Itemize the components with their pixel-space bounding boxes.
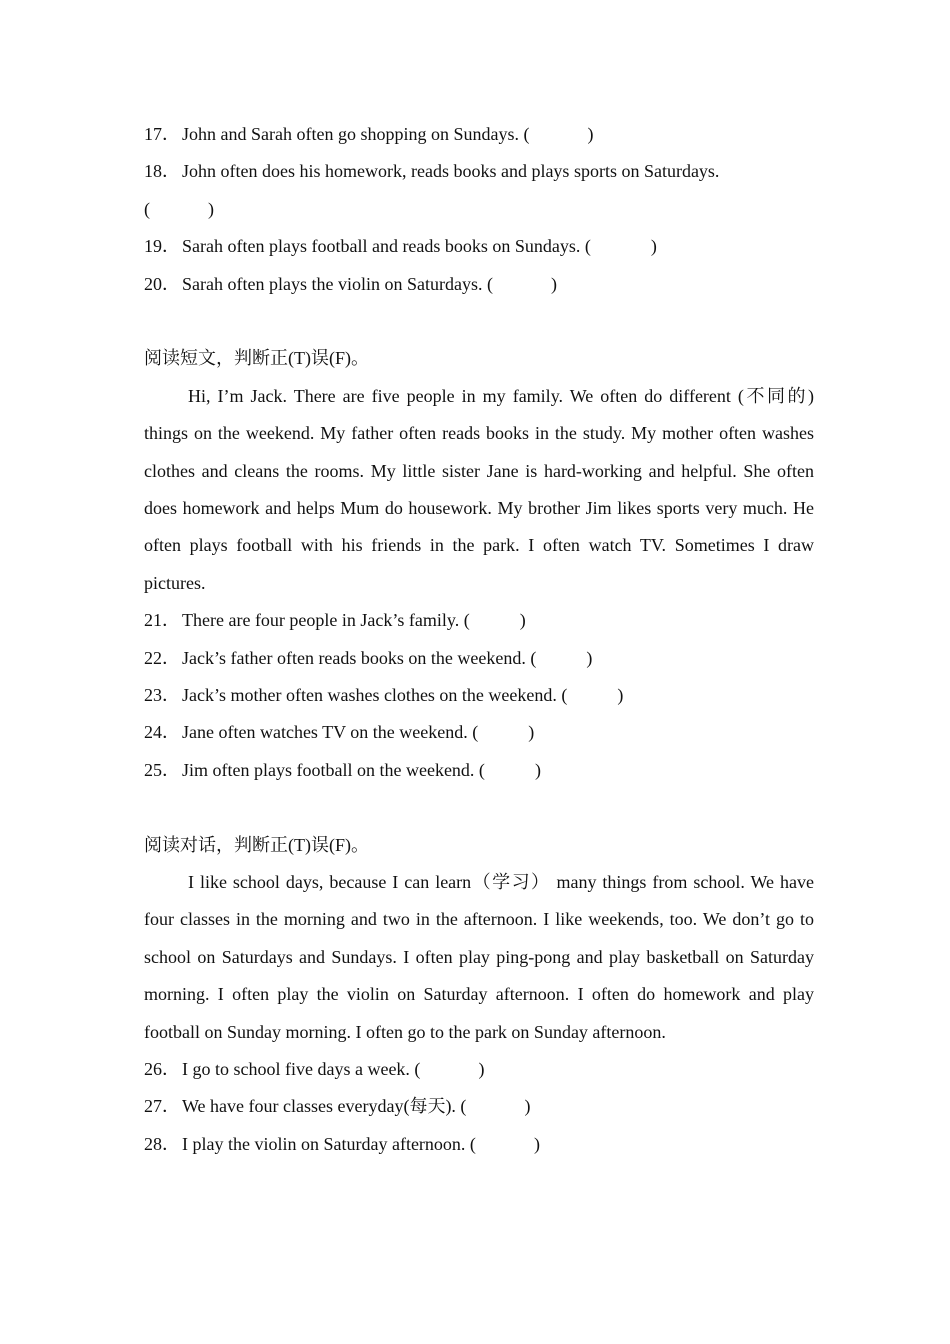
question-close: ) [524, 1096, 531, 1117]
question-18 [144, 153, 814, 190]
question-close: ) [586, 647, 593, 668]
reading-passage: Hi, I’m Jack. There are five people in my family. We often do different (不同的) things on the weekend. My father often reads books in the study. My mother often washes clothes and cleans the rooms. My little sister Jane is hard-working and helpful. She often does homework and helps Mum do housework. My brother Jim likes sports very much. He often plays football with his friends in the park. I often watch TV. Sometimes I draw pictures. [144, 385, 814, 593]
question-number: 27． [144, 1096, 180, 1117]
question-25 [144, 752, 814, 789]
question-28 [144, 1126, 814, 1163]
question-close: ) [478, 1058, 485, 1079]
question-27 [144, 1088, 814, 1125]
worksheet-page [144, 116, 814, 1163]
question-text: Jack’s father often reads books on the weekend. ( [182, 647, 537, 668]
question-close: ) [550, 273, 557, 294]
question-26 [144, 1051, 814, 1088]
question-22 [144, 640, 814, 677]
question-text: John and Sarah often go shopping on Sundays. ( [182, 124, 530, 144]
question-close: ) [208, 198, 214, 219]
question-number: 17． [144, 124, 180, 144]
section-spacer [144, 303, 814, 340]
question-17 [144, 116, 814, 153]
question-text: There are four people in Jack’s family. ( [182, 610, 470, 631]
question-18-answer [144, 191, 814, 228]
question-number: 20． [144, 273, 180, 294]
question-close: ) [533, 1133, 540, 1154]
question-text: We have four classes everyday(每天). ( [182, 1096, 467, 1117]
question-text: Jim often plays football on the weekend. ( [182, 759, 485, 780]
question-number: 19． [144, 236, 180, 257]
question-close: ) [519, 610, 526, 631]
question-text: I go to school five days a week. ( [182, 1058, 421, 1079]
question-number: 23． [144, 684, 180, 705]
question-close: ) [617, 684, 624, 705]
question-text: Jane often watches TV on the weekend. ( [182, 722, 479, 743]
question-24 [144, 714, 814, 751]
question-text: I play the violin on Saturday afternoon. ( [182, 1133, 476, 1154]
question-text: John often does his homework, reads books and plays sports on Saturdays. [182, 161, 720, 182]
dialogue-passage: I like school days, because I can learn（学习） many things from school. We have four classes in the morning and two in the afternoon. I like weekends, too. We don’t go to school on Saturdays and Sundays. I often play ping-pong and play basketball on Saturday morning. I often play the violin on Saturday afternoon. I often do homework and play football on Sunday morning. I often go to the park on Sunday afternoon. [144, 871, 814, 1042]
question-number: 18． [144, 161, 180, 182]
question-text: ( [144, 198, 150, 219]
question-number: 25． [144, 759, 180, 780]
question-close: ) [650, 236, 657, 257]
question-19 [144, 228, 814, 265]
question-text: Sarah often plays the violin on Saturdays. ( [182, 273, 493, 294]
question-number: 22． [144, 647, 180, 668]
question-number: 21． [144, 610, 180, 631]
question-21 [144, 602, 814, 639]
question-20 [144, 266, 814, 303]
question-close: ) [587, 124, 594, 144]
question-number: 24． [144, 722, 180, 743]
question-text: Jack’s mother often washes clothes on the weekend. ( [182, 684, 568, 705]
section-heading-dialogue: 阅读对话，判断正(T)误(F)。 [144, 834, 369, 855]
question-23 [144, 677, 814, 714]
question-close: ) [528, 722, 535, 743]
question-number: 28． [144, 1133, 180, 1154]
question-number: 26． [144, 1058, 180, 1079]
question-close: ) [534, 759, 541, 780]
section-heading-reading: 阅读短文，判断正(T)误(F)。 [144, 348, 369, 369]
section-spacer [144, 789, 814, 826]
question-text: Sarah often plays football and reads books on Sundays. ( [182, 236, 591, 257]
